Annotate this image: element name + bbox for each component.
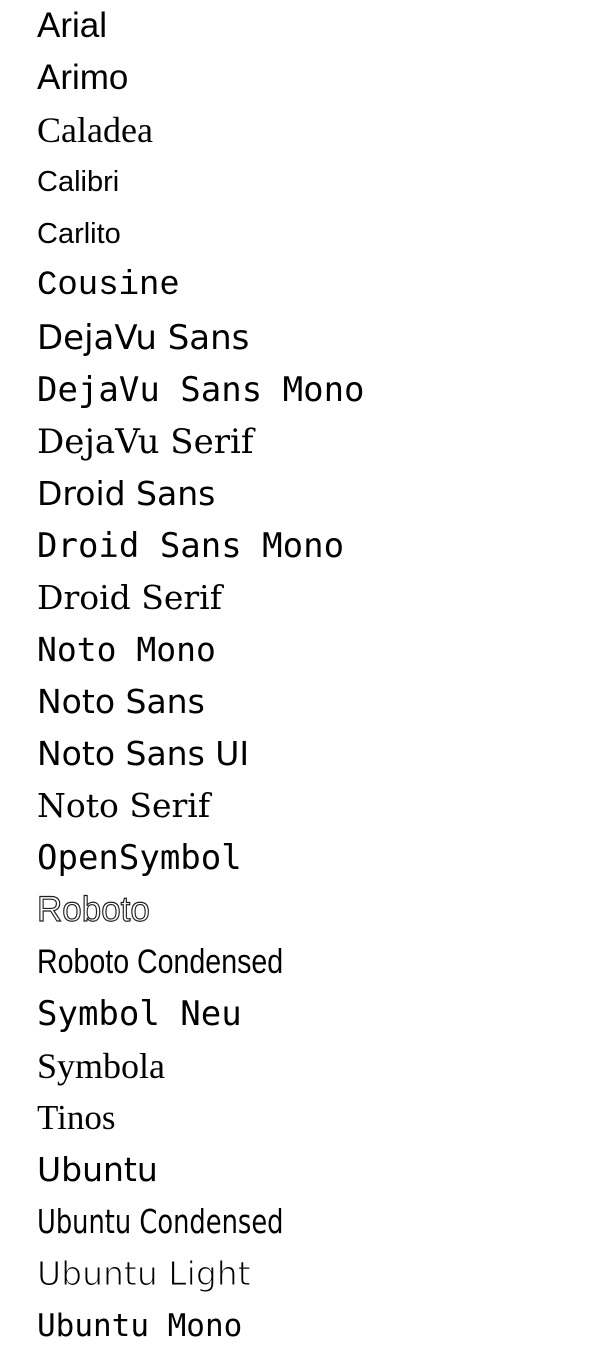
font-item-noto-sans-ui[interactable]: Noto Sans UI [37, 734, 250, 773]
font-item-roboto[interactable]: Roboto [37, 890, 150, 929]
font-item-arial[interactable]: Arial [37, 6, 108, 45]
font-item-ubuntu[interactable]: Ubuntu [37, 1150, 158, 1189]
font-item-droid-serif[interactable]: Droid Serif [37, 578, 222, 617]
font-item-calibri[interactable]: Calibri [37, 166, 120, 198]
font-item-droid-sans-mono[interactable]: Droid Sans Mono [37, 526, 345, 566]
font-item-noto-mono[interactable]: Noto Mono [37, 630, 216, 669]
font-item-caladea[interactable]: Caladea [37, 110, 153, 150]
font-item-ubuntu-light[interactable]: Ubuntu Light [37, 1254, 251, 1293]
font-item-ubuntu-mono[interactable]: Ubuntu Mono [37, 1308, 243, 1344]
font-item-cousine[interactable]: Cousine [37, 267, 180, 305]
font-item-noto-sans[interactable]: Noto Sans [37, 682, 205, 721]
font-item-roboto-condensed[interactable]: Roboto Condensed [37, 943, 284, 981]
font-item-opensymbol[interactable]: OpenSymbol [37, 838, 242, 878]
font-item-dejavu-sans[interactable]: DejaVu Sans [37, 318, 250, 358]
font-item-droid-sans[interactable]: Droid Sans [37, 474, 216, 513]
font-item-tinos[interactable]: Tinos [37, 1098, 116, 1137]
font-item-noto-serif[interactable]: Noto Serif [37, 786, 211, 825]
font-item-ubuntu-condensed[interactable]: Ubuntu Condensed [37, 1202, 284, 1241]
font-item-arimo[interactable]: Arimo [37, 58, 129, 97]
font-item-symbola[interactable]: Symbola [37, 1046, 166, 1086]
font-item-carlito[interactable]: Carlito [37, 218, 121, 250]
font-item-dejavu-sans-mono[interactable]: DejaVu Sans Mono [37, 370, 365, 410]
font-item-dejavu-serif[interactable]: DejaVu Serif [37, 422, 254, 462]
font-item-symbol-neu[interactable]: Symbol Neu [37, 994, 242, 1034]
